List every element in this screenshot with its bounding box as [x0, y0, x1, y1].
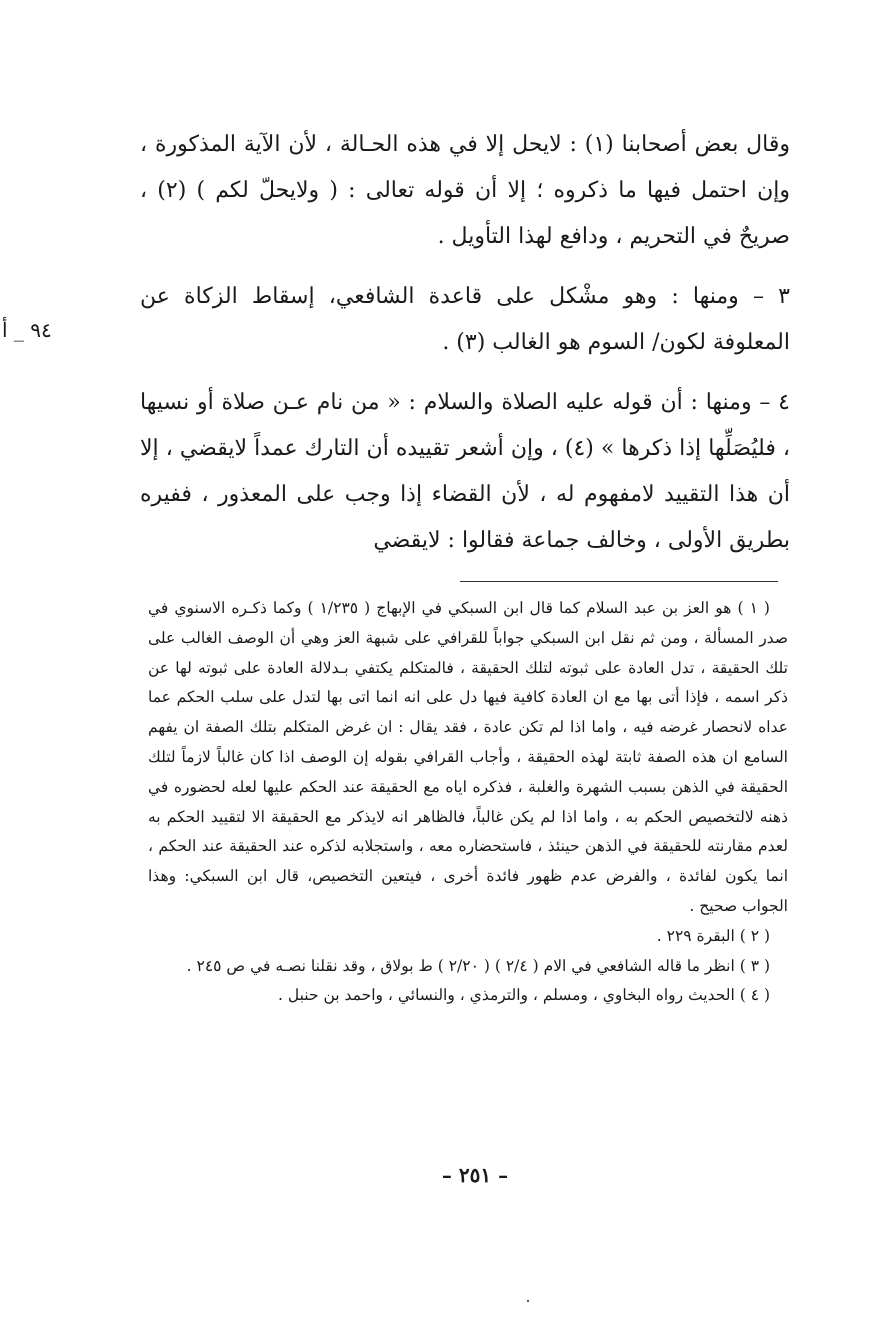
footnotes — [148, 594, 788, 1011]
paragraph-2: ٣ – ومنها : وهو مشْكل على قاعدة الشافعي، إسقاط الزكاة عن المعلوفة لكون/ السوم هو الغالب (٣) . — [140, 284, 790, 355]
paragraph-1: وقال بعض أصحابنا (١) : لايحل إلا في هذه الحـالة ، لأن الآية المذكورة ، وإن احتمل فيها ما ذكروه ؛ إلا أن قوله تعالى : ( ولايحلّ لكم ) (٢) ، صريحٌ في التحريم ، ودافع لهذا التأويل . — [140, 132, 790, 249]
footnote-2: ( ٢ ) البقرة ٢٢٩ . — [656, 926, 770, 945]
page-number: – ٢٥١ – — [441, 1163, 509, 1187]
footnote-1: ( ١ ) هو العز بن عبد السلام كما قال ابن السبكي في الإبهاج ( ١/٢٣٥ ) وكما ذكـره الاسنوي في صدر المسألة ، ومن ثم نقل ابن السبكي جواباً للقرافي على شبهة العز وهي أن الوصف الغالب على تلك الحقيقة ، تدل العادة على ثبوته لتلك الحقيقة ، فالمتكلم يكتفي بـدلالة العادة على ثبوته لها عن ذكر اسمه ، فإذا أتى بها مع ان العادة كافية فيها دل على انه انما اتى بها لتدل على سلب الحكم عما عداه لانحصار غرضه فيه ، واما اذا لم تكن عادة ، فقد يقال : ان غرض المتكلم بتلك الصفة ان يفهم السامع ان هذه الصفة ثابتة لهذه الحقيقة ، وأجاب القرافي بقوله إن الوصف اذا كان غالباً لازماً لتلك الحقيقة في الذهن بسبب الشهرة والغلبة ، فذكره اياه مع الحقيقة عند الحكم عليها لعله لحضوره في ذهنه لالتخصيص الحكم به ، واما اذا لم يكن غالباً، فالظاهر انه لايذكر مع الحقيقة الا لتقييد الحكم به لعدم مقارنته للحقيقة في الذهن حينئذ ، فاستحضاره معه ، واستجلابه لذكره عند الحقيقة عند الحكم ، انما يكون لفائدة ، والفرض عدم ظهور فائدة أخرى ، فيتعين التخصيص، قال ابن السبكي: وهذا الجواب صحيح . — [148, 599, 788, 915]
paragraph-3: ٤ – ومنها : أن قوله عليه الصلاة والسلام : « من نام عـن صلاة أو نسيها ، فليُصَلِّها إذا ذكرها » (٤) ، وإن أشعر تقييده أن التارك عمداً لايقضي ، إلا أن هذا التقييد لامفهوم له ، لأن القضاء إذا وجب على المعذور ، ففيره بطريق الأولى ، وخالف جماعة فقالوا : لايقضي — [140, 390, 790, 553]
footnote-4: ( ٤ ) الحديث رواه البخاوي ، ومسلم ، والترمذي ، والنسائي ، واحمد بن حنبل . — [278, 986, 770, 1005]
main-text — [140, 122, 790, 578]
scan-speck — [527, 1300, 529, 1302]
manuscript-folio-note: ٩٤ _ أ — [2, 318, 52, 342]
footnote-divider — [460, 581, 778, 582]
footnote-3: ( ٣ ) انظر ما قاله الشافعي في الام ( ٢/٤ ) ( ٢/٢٠ ) ط بولاق ، وقد نقلنا نصـه في ص ٢٤٥ . — [186, 956, 770, 975]
